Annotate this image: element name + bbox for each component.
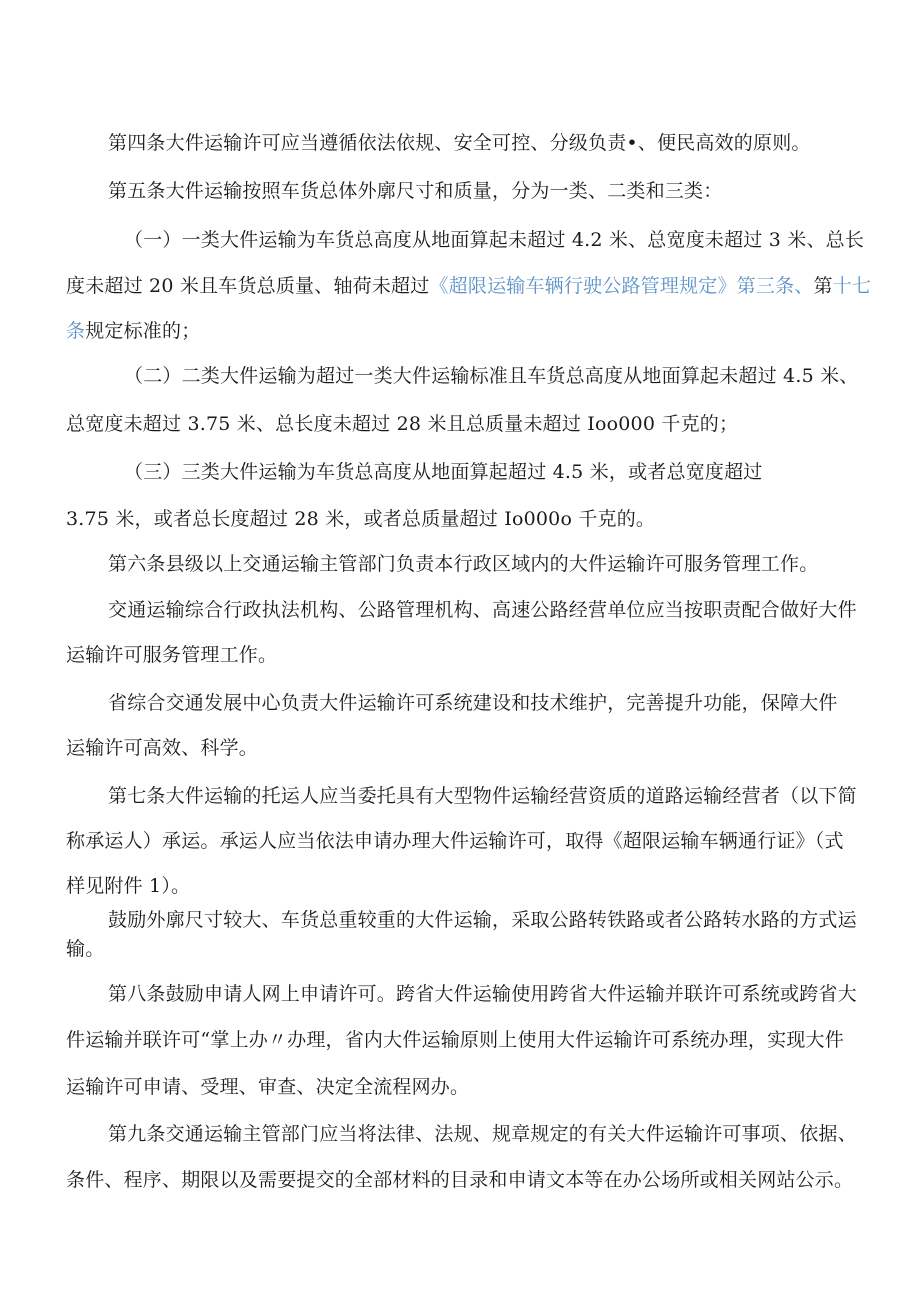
category-1-line-3-text: 规定标准的； [85,320,201,342]
article-6-text: 第六条县级以上交通运输主管部门负责本行政区域内的大件运输许可服务管理工作。 [108,553,819,575]
regulation-link[interactable]: 《超限运输车辆行驶公路管理规定》第三条、 [429,275,814,297]
category-3-line-2: 3.75 米，或者总长度超过 28 米，或者总质量超过 Io000o 千克的。 [66,508,656,530]
category-3-line-1: （三）三类大件运输为车货总高度从地面算起超过 4.5 米，或者总宽度超过 [124,461,763,483]
center-line-2: 运输许可高效、科学。 [66,737,259,759]
article-8-line-2: 件运输并联许可“掌上办〃办理，省内大件运输原则上使用大件运输许可系统办理，实现大件 [66,1029,844,1051]
article-17-link-continued[interactable]: 条 [66,320,86,342]
article-7-line-1: 第七条大件运输的托运人应当委托具有大型物件运输经营资质的道路运输经营者（以下简 [108,785,857,807]
article-17-link[interactable]: 十七 [832,275,872,297]
article-4-text: 第四条大件运输许可应当遵循依法依规、安全可控、分级负责•、便民高效的原则。 [108,132,811,154]
center-line-1: 省综合交通发展中心负责大件运输许可系统建设和技术维护，完善提升功能，保障大件 [108,692,838,714]
category-1-line-1: （一）一类大件运输为车货总高度从地面算起未超过 4.2 米、总宽度未超过 3 米、总长 [124,229,865,251]
category-1-line-2-middle: 第 [813,275,833,297]
category-1-line-2-text: 度未超过 20 米且车货总质量、轴荷未超过 [66,275,430,297]
enforcement-line-2: 运输许可服务管理工作。 [66,644,278,666]
article-8-line-3: 运输许可申请、受理、审查、决定全流程网办。 [66,1076,470,1098]
category-1-line-3 [66,319,200,343]
article-5-text: 第五条大件运输按照车货总体外廓尺寸和质量，分为一类、二类和三类： [108,180,723,202]
category-1-line-2 [66,274,871,298]
article-7-line-3: 样见附件 1）。 [66,875,191,897]
category-2-line-1: （二）二类大件运输为超过一类大件运输标准且车货总高度从地面算起未超过 4.5 米、 [124,365,859,387]
article-7-line-2: 称承运人）承运。承运人应当依法申请办理大件运输许可，取得《超限运输车辆通行证》（式 [66,830,844,852]
article-9-line-1: 第九条交通运输主管部门应当将法律、法规、规章规定的有关大件运输许可事项、依据、 [108,1123,857,1145]
article-8-line-1: 第八条鼓励申请人网上申请许可。跨省大件运输使用跨省大件运输并联许可系统或跨省大 [108,983,857,1005]
category-2-line-2: 总宽度未超过 3.75 米、总长度未超过 28 米且总质量未超过 Ioo000 千克的； [66,413,739,435]
article-9-line-2: 条件、程序、期限以及需要提交的全部材料的目录和申请文本等在办公场所或相关网站公示。 [66,1169,854,1191]
enforcement-line-1: 交通运输综合行政执法机构、公路管理机构、高速公路经营单位应当按职责配合做好大件 [108,599,857,621]
encourage-line-1: 鼓励外廓尺寸较大、车货总重较重的大件运输，采取公路转铁路或者公路转水路的方式运 [108,909,857,931]
encourage-line-2: 输。 [66,938,105,960]
